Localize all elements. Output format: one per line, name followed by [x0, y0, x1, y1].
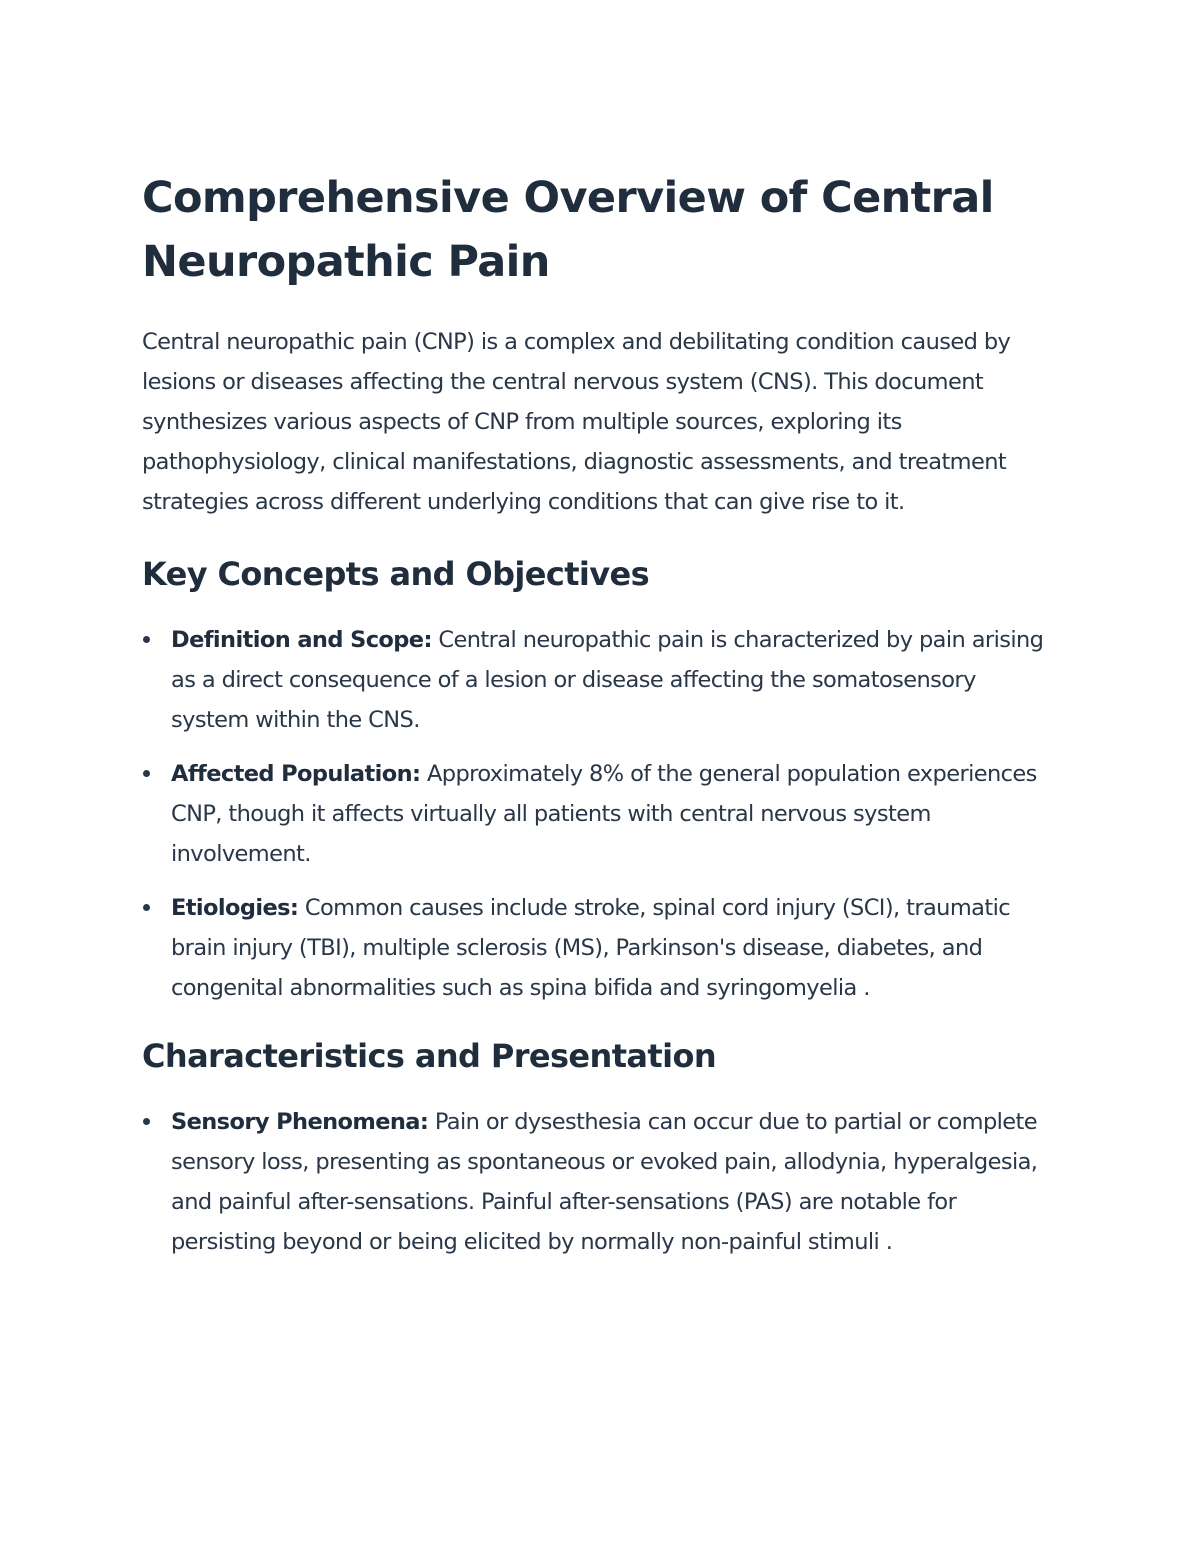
list-item-term: Definition and Scope:	[171, 627, 432, 653]
list-item	[142, 888, 1060, 1008]
list-item-term: Sensory Phenomena:	[171, 1109, 429, 1135]
page-title: Comprehensive Overview of Central Neuropathic Pain	[142, 173, 994, 287]
list-item-term: Etiologies:	[171, 895, 299, 921]
list-item-text: Approximately 8% of the general population experiences CNP, though it affects virtually all patients with central nervous system involvement.	[171, 761, 1037, 867]
list-item-text: Common causes include stroke, spinal cord injury (SCI), traumatic brain injury (TBI), multiple sclerosis (MS), Parkinson's disease, diabetes, and congenital abnormalities such as spina bifida and syringomyelia .	[171, 895, 1010, 1001]
characteristics-list	[142, 1102, 1060, 1262]
list-item	[142, 754, 1060, 874]
bullet-icon	[143, 1118, 150, 1125]
bullet-icon	[143, 904, 150, 911]
key-concepts-list	[142, 620, 1060, 1008]
list-item-term: Affected Population:	[171, 761, 421, 787]
intro-paragraph: Central neuropathic pain (CNP) is a complex and debilitating condition caused by lesions or diseases affecting the central nervous system (CNS). This document synthesizes various aspects of CNP from multiple sources, exploring its pathophysiology, clinical manifestations, diagnostic assessments, and treatment strategies across different underlying conditions that can give rise to it.	[142, 329, 1011, 515]
section-heading-key-concepts: Key Concepts and Objectives	[142, 555, 650, 593]
list-item-text: Central neuropathic pain is characterized by pain arising as a direct consequence of a lesion or disease affecting the somatosensory system within the CNS.	[171, 627, 1044, 733]
list-item	[142, 1102, 1060, 1262]
bullet-icon	[143, 636, 150, 643]
section-heading-characteristics: Characteristics and Presentation	[142, 1037, 717, 1075]
list-item	[142, 620, 1060, 740]
list-item-text: Pain or dysesthesia can occur due to partial or complete sensory loss, presenting as spontaneous or evoked pain, allodynia, hyperalgesia, and painful after-sensations. Painful after-sensations (PAS) are notable for persisting beyond or being elicited by normally non-painful stimuli .	[171, 1109, 1038, 1255]
bullet-icon	[143, 770, 150, 777]
